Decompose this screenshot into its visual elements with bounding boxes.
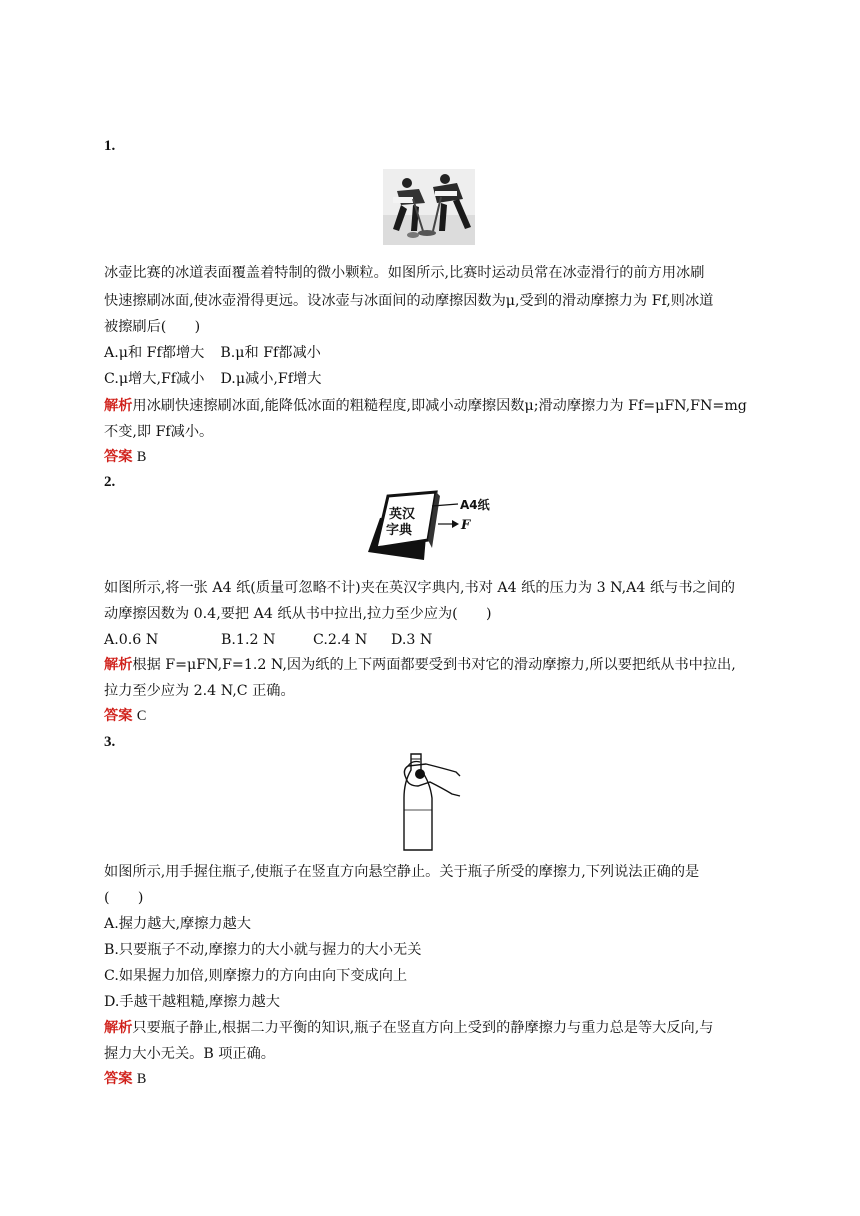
answer-value: C [136,708,147,724]
analysis-label: 解析 [104,398,133,414]
question-3-stem-line-1: 如图所示,用手握住瓶子,使瓶子在竖直方向悬空静止。关于瓶子所受的摩擦力,下列说法正确的是 [104,864,700,880]
question-2-analysis-line-2: 拉力至少应为 2.4 N,C 正确。 [104,683,295,699]
question-1-number: 1. [104,138,116,154]
option-c: C.μ增大,Ff减小 [104,371,205,387]
question-2-answer [104,706,764,726]
answer-value: B [136,1071,147,1087]
question-1-analysis-line-1 [104,396,764,416]
question-1-analysis-line-2: 不变,即 Ff减小。 [104,424,214,440]
option-c: C.如果握力加倍,则摩擦力的方向由向下变成向上 [104,968,408,984]
analysis-label: 解析 [104,1020,133,1036]
paper-label: A4纸 [460,498,490,512]
option-a: A.握力越大,摩擦力越大 [104,916,251,932]
answer-value: B [136,449,147,465]
question-3-analysis-line-2: 握力大小无关。B 项正确。 [104,1046,275,1062]
question-1-options-row-1 [104,343,764,363]
analysis-text: 用冰刷快速擦刷冰面,能降低冰面的粗糙程度,即减小动摩擦因数μ;滑动摩擦力为 Ff=μFN,FN=mg [132,398,747,414]
question-3-stem-line-2: ( ) [104,890,144,906]
question-3-answer [104,1069,764,1089]
question-2-number: 2. [104,474,116,490]
option-d: D.μ减小,Ff增大 [220,371,322,387]
question-2-options [104,630,764,650]
dictionary-figure [366,490,496,570]
option-d: D.手越干越粗糙,摩擦力越大 [104,994,280,1010]
question-3-analysis-line-1 [104,1018,764,1038]
curling-photo [383,169,475,245]
question-2-stem-line-2: 动摩擦因数为 0.4,要把 A4 纸从书中拉出,拉力至少应为( ) [104,606,492,622]
option-b: B.μ和 Ff都减小 [220,345,321,361]
question-1-stem-line-2: 快速擦刷冰面,使冰壶滑得更远。设冰壶与冰面间的动摩擦因数为μ,受到的滑动摩擦力为 Ff,则冰道 [104,293,714,309]
book-label-line-1: 英汉 [389,507,416,522]
answer-label: 答案 [104,708,133,724]
analysis-label: 解析 [104,657,133,673]
option-d: D.3 N [391,632,433,648]
question-3-number: 3. [104,734,116,750]
answer-label: 答案 [104,449,133,465]
option-a: A.0.6 N [104,632,159,648]
answer-label: 答案 [104,1071,133,1087]
option-b: B.1.2 N [221,632,276,648]
question-1-options-row-2 [104,369,764,389]
bottle-in-hand-figure [396,752,466,854]
option-c: C.2.4 N [313,632,368,648]
analysis-text: 只要瓶子静止,根据二力平衡的知识,瓶子在竖直方向上受到的静摩擦力与重力总是等大反向,与 [132,1020,714,1036]
option-a: A.μ和 Ff都增大 [104,345,205,361]
force-label: F [461,518,471,533]
question-2-analysis-line-1 [104,655,764,675]
question-1-stem-line-3: 被擦刷后( ) [104,319,201,335]
analysis-text: 根据 F=μFN,F=1.2 N,因为纸的上下两面都要受到书对它的滑动摩擦力,所以要把纸从书中拉出, [132,657,736,673]
question-1-answer [104,447,764,467]
book-label-line-2: 字典 [386,523,413,538]
option-b: B.只要瓶子不动,摩擦力的大小就与握力的大小无关 [104,942,422,958]
question-2-stem-line-1: 如图所示,将一张 A4 纸(质量可忽略不计)夹在英汉字典内,书对 A4 纸的压力为 3 N,A4 纸与书之间的 [104,580,736,596]
question-1-stem-line-1: 冰壶比赛的冰道表面覆盖着特制的微小颗粒。如图所示,比赛时运动员常在冰壶滑行的前方用冰刷 [104,265,705,281]
